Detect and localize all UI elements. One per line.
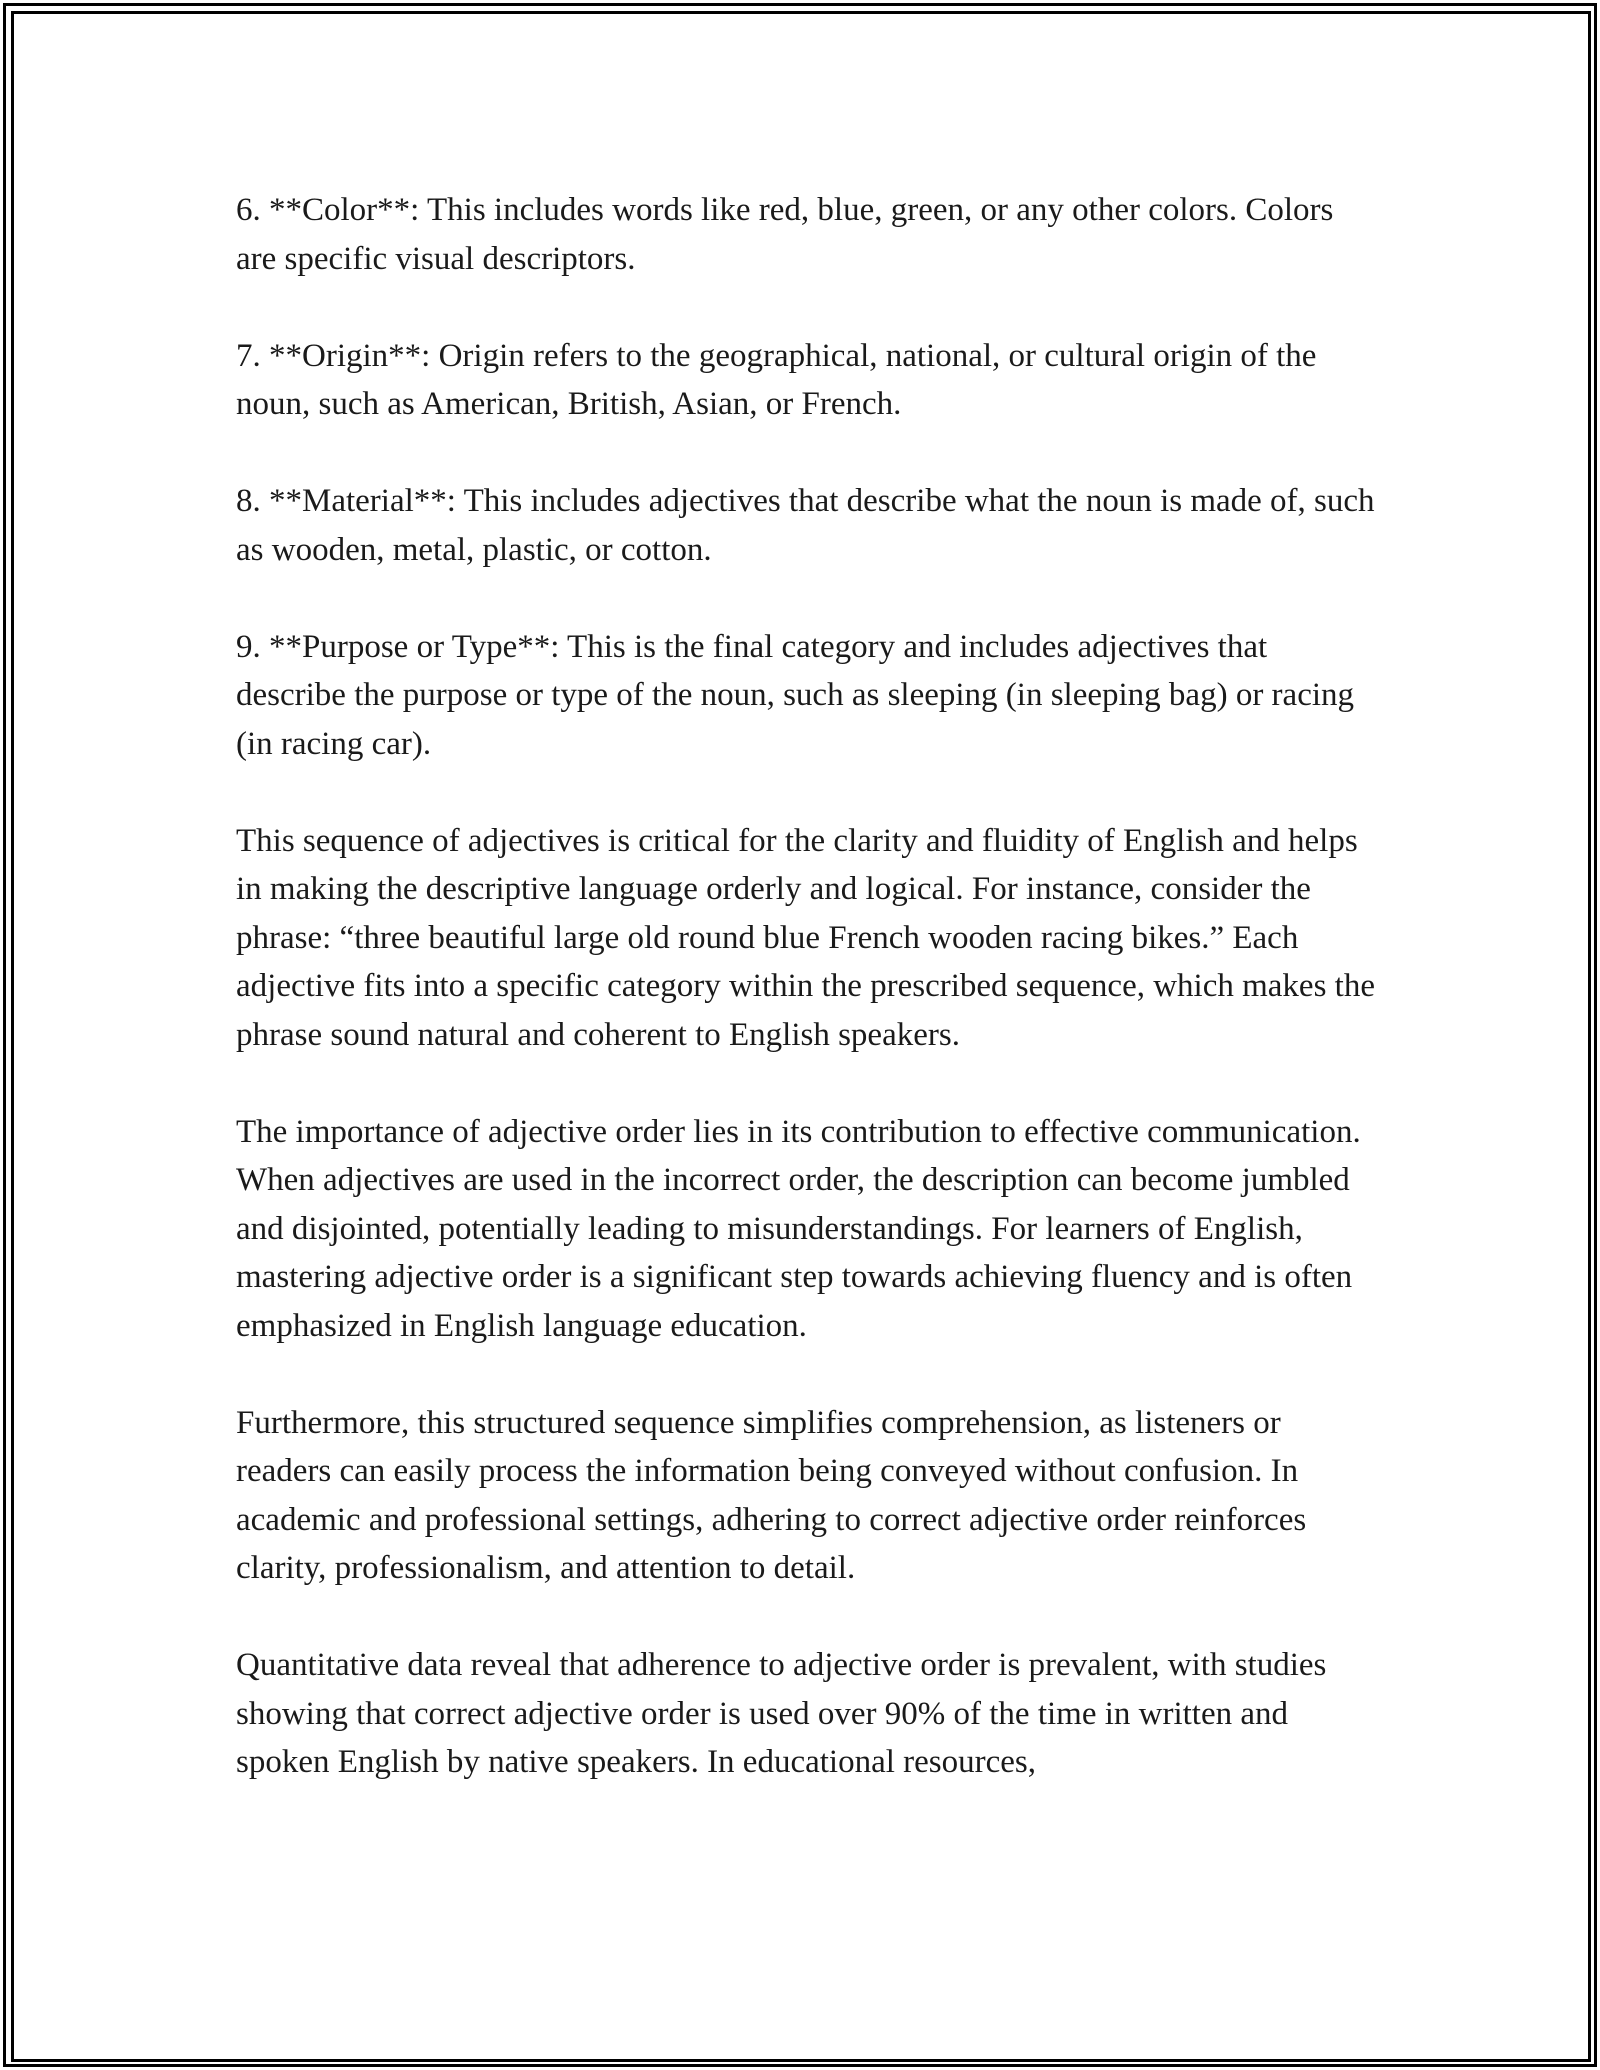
paragraph-origin-item: 7. **Origin**: Origin refers to the geographical, national, or cultural origin of the noun, such as American, British, Asian, or French. bbox=[236, 337, 1317, 422]
paragraph-importance: The importance of adjective order lies in its contribution to effective communication. When adjectives are used in the incorrect order, the description can become jumbled and disjointed, potentially leading to misunderstandings. For learners of English, mastering adjective order is a significant step towards achieving fluency and is often emphasized in English language education. bbox=[236, 1113, 1361, 1344]
paragraph-color-item: 6. **Color**: This includes words like red, blue, green, or any other colors. Colors are specific visual descriptors. bbox=[236, 192, 1334, 277]
paragraph-comprehension: Furthermore, this structured sequence simplifies comprehension, as listeners or readers can easily process the information being conveyed without confusion. In academic and professional settings, adhering to correct adjective order reinforces clarity, professionalism, and attention to detail. bbox=[236, 1404, 1307, 1586]
paragraph-sequence: This sequence of adjectives is critical for the clarity and fluidity of English and helps in making the descriptive language orderly and logical. For instance, consider the phrase: “three beautiful large old round blue French wooden racing bikes.” Each adjective fits into a specific category within the prescribed sequence, which makes the phrase sound natural and coherent to English speakers. bbox=[236, 822, 1375, 1053]
document-body bbox=[236, 186, 1376, 1787]
paragraph-material-item: 8. **Material**: This includes adjectives that describe what the noun is made of, such as wooden, metal, plastic, or cotton. bbox=[236, 483, 1375, 568]
paragraph-purpose-item: 9. **Purpose or Type**: This is the final category and includes adjectives that describe the purpose or type of the noun, such as sleeping (in sleeping bag) or racing (in racing car). bbox=[236, 628, 1355, 762]
paragraph-quantitative: Quantitative data reveal that adherence to adjective order is prevalent, with studies showing that correct adjective order is used over 90% of the time in written and spoken English by native speakers. In educational resources, bbox=[236, 1647, 1327, 1780]
